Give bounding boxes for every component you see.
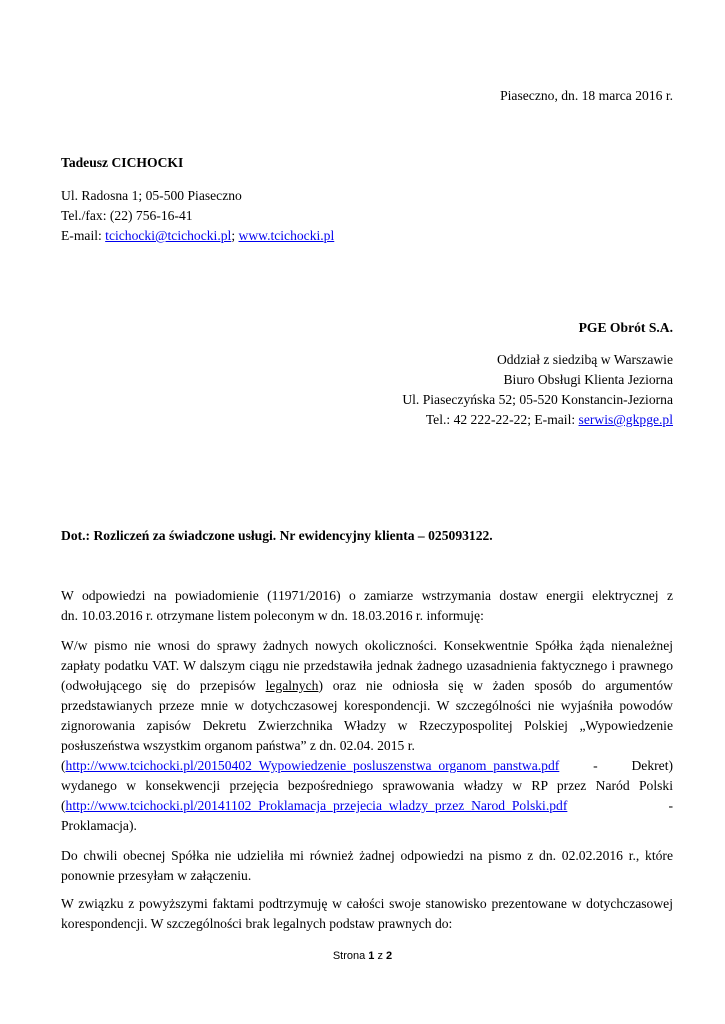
footer-of: z <box>374 950 387 962</box>
paragraph-2-text-1: W/w pismo nie wnosi do sprawy żadnych nowych okoliczności. Konsekwentnie Spółka żąda nienależnej zapłaty podatku VAT. W dalszym ciągu nie przedstawiła jednak żadnego uzasadnienia faktycznego i prawnego (odwołującego się do przepisów <box>61 638 673 693</box>
place-date: Piaseczno, dn. 18 marca 2016 r. <box>500 88 673 103</box>
recipient-branch: Oddział z siedzibą w Warszawie <box>496 352 673 367</box>
sender-name: Tadeusz CICHOCKI <box>61 155 184 170</box>
paragraph-2-text-2: ) oraz nie odniosła się w żaden sposób do argumentów przedstawianych przeze mnie w dotychczasowej korespondencji. W szczególności nie wyjaśniła powodów zignorowania zapisów Dekretu Zwierzchnika Władzy w Rzeczypospolitej Polskiej „Wypowiedzenie posłuszeństwa wszystkim organom państwa” z dn. 02.04. 2015 r. <box>61 678 673 753</box>
paragraph-2-link-line-2 <box>61 796 673 816</box>
footer-total-pages: 2 <box>386 950 393 962</box>
decree-link-suffix: - Dekret) <box>559 758 673 773</box>
recipient-address: Ul. Piaseczyńska 52; 05-520 Konstancin-Jeziorna <box>402 392 673 407</box>
paragraph-2-link-line-1 <box>61 756 673 776</box>
proclamation-link[interactable]: http://www.tcichocki.pl/20141102_Proklamacja_przejecia_wladzy_przez_Narod_Polski.pdf <box>65 798 568 813</box>
paragraph-4: W związku z powyższymi faktami podtrzymuję w całości swoje stanowisko prezentowane w dotychczasowej korespondencji. W szczególności brak legalnych podstaw prawnych do: <box>61 896 673 931</box>
proclamation-link-suffix: - <box>567 798 673 813</box>
paragraph-1-line-1: W odpowiedzi na powiadomienie (11971/2016) o zamiarze wstrzymania dostaw energii elektrycznej z <box>61 588 673 603</box>
paragraph-3: Do chwili obecnej Spółka nie udzieliła mi również żadnej odpowiedzi na pismo z dn. 02.02.2016 r., które ponownie przesyłam w załączeniu. <box>61 848 673 883</box>
sender-address: Ul. Radosna 1; 05-500 Piaseczno <box>61 188 242 203</box>
footer-label: Strona <box>332 950 369 962</box>
footer-current-page: 1 <box>368 950 375 962</box>
sender-email-link[interactable]: tcichocki@tcichocki.pl <box>105 228 232 243</box>
subject-line: Dot.: Rozliczeń za świadczone usługi. Nr ewidencyjny klienta – 025093122. <box>61 528 493 543</box>
sender-separator: ; <box>231 228 239 243</box>
paragraph-1 <box>61 586 673 626</box>
paragraph-2-end: Proklamacja). <box>61 818 137 833</box>
recipient-contact-prefix: Tel.: 42 222-22-22; E-mail: <box>425 412 579 427</box>
recipient-email-link[interactable]: serwis@gkpge.pl <box>578 412 673 427</box>
sender-contact <box>61 226 673 246</box>
paragraph-2-main <box>61 636 673 756</box>
page-footer <box>0 946 725 966</box>
open-paren-2: ( <box>61 798 66 813</box>
sender-email-label: E-mail: <box>61 228 106 243</box>
open-paren: ( <box>61 758 66 773</box>
legal-word: legalnych <box>265 678 319 693</box>
recipient-office: Biuro Obsługi Klienta Jeziorna <box>503 372 673 387</box>
sender-phone: Tel./fax: (22) 756-16-41 <box>61 208 193 223</box>
paragraph-2 <box>61 636 673 836</box>
sender-website-link[interactable]: www.tcichocki.pl <box>238 228 335 243</box>
decree-link[interactable]: http://www.tcichocki.pl/20150402_Wypowiedzenie_posluszenstwa_organom_panstwa.pdf <box>65 758 560 773</box>
recipient-company: PGE Obrót S.A. <box>578 320 673 335</box>
paragraph-2-text-3: wydanego w konsekwencji przejęcia bezpośredniego sprawowania władzy w RP przez Naród Polski <box>61 778 673 793</box>
recipient-contact <box>61 410 673 430</box>
paragraph-1-line-2: dn. 10.03.2016 r. otrzymane listem poleconym w dn. 18.03.2016 r. informuję: <box>61 608 484 623</box>
